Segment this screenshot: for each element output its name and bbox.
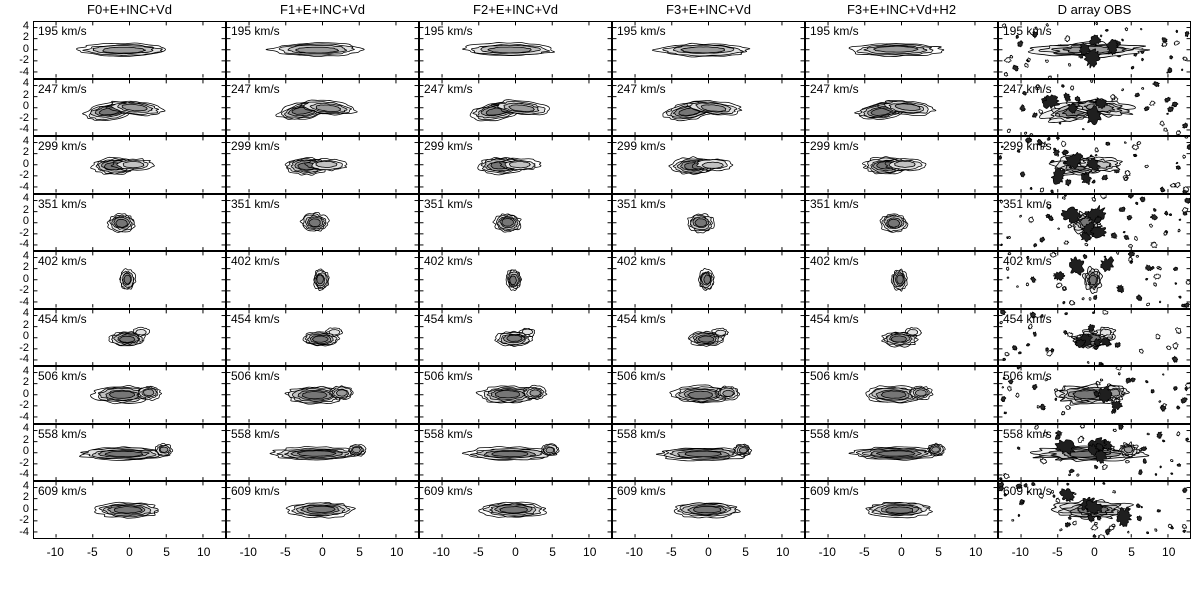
velocity-label: 299 km/s bbox=[424, 139, 473, 153]
channel-map-panel bbox=[33, 21, 226, 79]
contour-canvas bbox=[34, 22, 225, 78]
channel-map-panel bbox=[805, 251, 998, 309]
channel-map-panel bbox=[805, 481, 998, 539]
velocity-label: 402 km/s bbox=[231, 254, 280, 268]
velocity-label: 506 km/s bbox=[231, 369, 280, 383]
x-tick-label: -10 bbox=[432, 544, 450, 559]
contour-canvas bbox=[34, 425, 225, 481]
x-tick-label: 5 bbox=[356, 544, 363, 559]
contour-canvas bbox=[999, 195, 1190, 251]
contour-canvas bbox=[227, 310, 418, 366]
channel-map-panel bbox=[805, 194, 998, 252]
contour-canvas bbox=[806, 80, 997, 136]
velocity-label: 454 km/s bbox=[38, 311, 87, 326]
velocity-label: 558 km/s bbox=[617, 426, 666, 441]
x-tick-label: -5 bbox=[87, 544, 98, 559]
contour-canvas bbox=[999, 252, 1190, 308]
velocity-label: 299 km/s bbox=[38, 139, 87, 153]
contour-canvas bbox=[999, 80, 1190, 136]
contour-canvas bbox=[999, 137, 1190, 193]
x-tick-label: -5 bbox=[859, 544, 870, 559]
contour-canvas bbox=[613, 425, 804, 481]
channel-map-panel bbox=[419, 194, 612, 252]
channel-map-panel bbox=[33, 194, 226, 252]
velocity-label: 402 km/s bbox=[1003, 254, 1052, 268]
y-tick-label: -4 bbox=[19, 353, 29, 366]
x-tick-label: 0 bbox=[705, 544, 712, 559]
velocity-label: 558 km/s bbox=[1003, 426, 1052, 441]
x-tick-label: 0 bbox=[126, 544, 133, 559]
channel-map-panel bbox=[612, 194, 805, 252]
contour-canvas bbox=[420, 137, 611, 193]
y-tick-label: -4 bbox=[19, 468, 29, 481]
contour-canvas bbox=[420, 22, 611, 78]
y-tick-label: -2 bbox=[19, 514, 29, 527]
contour-canvas bbox=[613, 195, 804, 251]
channel-map-panel bbox=[419, 424, 612, 482]
y-tick-label: 0 bbox=[22, 42, 29, 55]
x-tick-label: 10 bbox=[969, 544, 983, 559]
contour-canvas bbox=[34, 367, 225, 423]
x-tick-label: -10 bbox=[625, 544, 643, 559]
y-tick-label: 2 bbox=[22, 31, 29, 44]
velocity-label: 247 km/s bbox=[810, 81, 859, 96]
velocity-label: 454 km/s bbox=[424, 311, 473, 326]
contour-canvas bbox=[420, 367, 611, 423]
velocity-label: 609 km/s bbox=[38, 484, 87, 498]
y-tick-label: -4 bbox=[19, 238, 29, 251]
channel-map-panel bbox=[998, 366, 1191, 424]
y-tick-label: 0 bbox=[22, 215, 29, 228]
column-title-1: F1+E+INC+Vd bbox=[280, 2, 365, 17]
velocity-label: 558 km/s bbox=[810, 426, 859, 441]
velocity-label: 609 km/s bbox=[810, 484, 859, 498]
contour-canvas bbox=[999, 425, 1190, 481]
x-tick-label: 10 bbox=[390, 544, 404, 559]
y-tick-label: -2 bbox=[19, 341, 29, 354]
velocity-label: 402 km/s bbox=[38, 254, 87, 268]
velocity-label: 402 km/s bbox=[810, 254, 859, 268]
contour-canvas bbox=[227, 22, 418, 78]
channel-map-panel bbox=[805, 424, 998, 482]
velocity-label: 195 km/s bbox=[424, 24, 473, 38]
x-tick-label: -10 bbox=[239, 544, 257, 559]
channel-map-panel bbox=[998, 194, 1191, 252]
velocity-label: 195 km/s bbox=[1003, 24, 1052, 38]
channel-map-panel bbox=[998, 136, 1191, 194]
contour-canvas bbox=[227, 367, 418, 423]
channel-map-panel bbox=[419, 79, 612, 137]
velocity-label: 299 km/s bbox=[810, 139, 859, 153]
y-tick-label: -2 bbox=[19, 54, 29, 67]
x-tick-label: 5 bbox=[549, 544, 556, 559]
channel-map-panel bbox=[612, 79, 805, 137]
y-tick-label: 4 bbox=[22, 364, 29, 377]
velocity-label: 454 km/s bbox=[1003, 311, 1052, 326]
channel-map-panel bbox=[612, 309, 805, 367]
contour-canvas bbox=[227, 252, 418, 308]
contour-canvas bbox=[806, 425, 997, 481]
y-tick-label: -2 bbox=[19, 111, 29, 124]
velocity-label: 609 km/s bbox=[231, 484, 280, 498]
channel-map-panel bbox=[226, 79, 419, 137]
y-tick-label: -2 bbox=[19, 284, 29, 297]
x-tick-label: 0 bbox=[1091, 544, 1098, 559]
y-tick-label: 4 bbox=[22, 134, 29, 147]
x-tick-label: 5 bbox=[1128, 544, 1135, 559]
channel-map-panel bbox=[998, 21, 1191, 79]
velocity-label: 609 km/s bbox=[424, 484, 473, 498]
velocity-label: 351 km/s bbox=[38, 196, 87, 211]
y-tick-label: 0 bbox=[22, 100, 29, 113]
channel-map-panel bbox=[419, 251, 612, 309]
contour-canvas bbox=[999, 367, 1190, 423]
channel-map-panel bbox=[612, 136, 805, 194]
y-tick-label: 2 bbox=[22, 146, 29, 159]
y-tick-label: 0 bbox=[22, 157, 29, 170]
y-tick-label: -4 bbox=[19, 295, 29, 308]
x-tick-label: -5 bbox=[280, 544, 291, 559]
velocity-label: 402 km/s bbox=[424, 254, 473, 268]
velocity-label: 558 km/s bbox=[424, 426, 473, 441]
column-title-5: D array OBS bbox=[1057, 2, 1132, 17]
contour-canvas bbox=[34, 195, 225, 251]
channel-map-panel bbox=[612, 366, 805, 424]
y-tick-label: -2 bbox=[19, 169, 29, 182]
velocity-label: 506 km/s bbox=[810, 369, 859, 383]
x-tick-label: -10 bbox=[1011, 544, 1029, 559]
y-tick-label: 0 bbox=[22, 502, 29, 515]
channel-map-panel bbox=[226, 194, 419, 252]
channel-map-panel bbox=[419, 366, 612, 424]
velocity-label: 506 km/s bbox=[38, 369, 87, 383]
channel-map-panel bbox=[998, 251, 1191, 309]
x-tick-label: 0 bbox=[319, 544, 326, 559]
velocity-label: 454 km/s bbox=[810, 311, 859, 326]
x-tick-label: -5 bbox=[1052, 544, 1063, 559]
x-tick-label: 10 bbox=[583, 544, 597, 559]
y-tick-label: 2 bbox=[22, 491, 29, 504]
y-tick-label: 4 bbox=[22, 249, 29, 262]
velocity-label: 558 km/s bbox=[38, 426, 87, 441]
channel-map-panel bbox=[33, 309, 226, 367]
velocity-label: 609 km/s bbox=[1003, 484, 1052, 498]
channel-map-panel bbox=[226, 481, 419, 539]
contour-canvas bbox=[34, 482, 225, 538]
velocity-label: 351 km/s bbox=[424, 196, 473, 211]
channel-map-panel bbox=[998, 79, 1191, 137]
velocity-label: 195 km/s bbox=[617, 24, 666, 38]
column-title-0: F0+E+INC+Vd bbox=[87, 2, 172, 17]
channel-map-panel bbox=[33, 424, 226, 482]
x-tick-label: -5 bbox=[666, 544, 677, 559]
contour-canvas bbox=[613, 80, 804, 136]
channel-map-panel bbox=[419, 309, 612, 367]
channel-map-panel bbox=[226, 366, 419, 424]
contour-canvas bbox=[34, 252, 225, 308]
channel-map-panel bbox=[226, 424, 419, 482]
column-title-3: F3+E+INC+Vd bbox=[666, 2, 751, 17]
contour-canvas bbox=[420, 310, 611, 366]
contour-canvas bbox=[420, 482, 611, 538]
channel-map-panel bbox=[612, 21, 805, 79]
velocity-label: 247 km/s bbox=[1003, 81, 1052, 96]
channel-map-panel bbox=[33, 481, 226, 539]
column-title-2: F2+E+INC+Vd bbox=[473, 2, 558, 17]
y-tick-label: 2 bbox=[22, 433, 29, 446]
velocity-label: 195 km/s bbox=[231, 24, 280, 38]
contour-canvas bbox=[806, 367, 997, 423]
channel-map-panel bbox=[33, 366, 226, 424]
channel-map-panel bbox=[33, 79, 226, 137]
x-tick-label: -10 bbox=[46, 544, 64, 559]
x-tick-label: 5 bbox=[163, 544, 170, 559]
velocity-label: 247 km/s bbox=[617, 81, 666, 96]
channel-map-panel bbox=[805, 309, 998, 367]
channel-map-panel bbox=[226, 251, 419, 309]
y-tick-label: -4 bbox=[19, 180, 29, 193]
channel-map-panel bbox=[805, 366, 998, 424]
x-tick-label: 10 bbox=[1162, 544, 1176, 559]
contour-canvas bbox=[613, 137, 804, 193]
channel-map-panel bbox=[805, 136, 998, 194]
y-tick-label: 4 bbox=[22, 422, 29, 435]
contour-canvas bbox=[613, 482, 804, 538]
contour-canvas bbox=[806, 137, 997, 193]
x-tick-label: 0 bbox=[512, 544, 519, 559]
contour-canvas bbox=[613, 22, 804, 78]
contour-canvas bbox=[34, 137, 225, 193]
velocity-label: 506 km/s bbox=[424, 369, 473, 383]
contour-canvas bbox=[806, 195, 997, 251]
channel-map-panel bbox=[612, 481, 805, 539]
velocity-label: 506 km/s bbox=[617, 369, 666, 383]
y-tick-label: -2 bbox=[19, 226, 29, 239]
y-tick-label: 4 bbox=[22, 307, 29, 320]
contour-canvas bbox=[227, 482, 418, 538]
channel-map-panel bbox=[998, 424, 1191, 482]
channel-map-panel bbox=[612, 424, 805, 482]
x-tick-label: 0 bbox=[898, 544, 905, 559]
y-tick-label: 0 bbox=[22, 445, 29, 458]
y-tick-label: 4 bbox=[22, 77, 29, 90]
channel-map-panel bbox=[226, 309, 419, 367]
y-tick-label: -4 bbox=[19, 410, 29, 423]
velocity-label: 299 km/s bbox=[1003, 139, 1052, 153]
y-tick-label: -2 bbox=[19, 456, 29, 469]
contour-canvas bbox=[34, 80, 225, 136]
contour-canvas bbox=[806, 252, 997, 308]
y-tick-label: 2 bbox=[22, 376, 29, 389]
velocity-label: 247 km/s bbox=[231, 81, 280, 96]
x-tick-label: 10 bbox=[776, 544, 790, 559]
contour-canvas bbox=[227, 425, 418, 481]
y-tick-label: -4 bbox=[19, 525, 29, 538]
channel-map-panel bbox=[805, 21, 998, 79]
y-tick-label: 4 bbox=[22, 479, 29, 492]
y-tick-label: 4 bbox=[22, 19, 29, 32]
channel-map-panel bbox=[998, 309, 1191, 367]
velocity-label: 299 km/s bbox=[231, 139, 280, 153]
channel-map-panel bbox=[33, 136, 226, 194]
x-tick-label: -10 bbox=[818, 544, 836, 559]
x-tick-label: 5 bbox=[742, 544, 749, 559]
channel-map-panel bbox=[33, 251, 226, 309]
velocity-label: 195 km/s bbox=[38, 24, 87, 38]
channel-map-panel bbox=[998, 481, 1191, 539]
channel-map-panel bbox=[419, 21, 612, 79]
velocity-label: 506 km/s bbox=[1003, 369, 1052, 383]
channel-map-panel bbox=[612, 251, 805, 309]
y-tick-label: 4 bbox=[22, 192, 29, 205]
channel-map-panel bbox=[419, 481, 612, 539]
contour-canvas bbox=[613, 367, 804, 423]
y-tick-label: 0 bbox=[22, 387, 29, 400]
contour-canvas bbox=[806, 310, 997, 366]
contour-canvas bbox=[420, 195, 611, 251]
y-tick-label: 2 bbox=[22, 261, 29, 274]
contour-canvas bbox=[806, 22, 997, 78]
velocity-label: 454 km/s bbox=[231, 311, 280, 326]
contour-canvas bbox=[227, 195, 418, 251]
column-title-4: F3+E+INC+Vd+H2 bbox=[846, 2, 957, 17]
x-tick-label: 10 bbox=[197, 544, 211, 559]
velocity-label: 609 km/s bbox=[617, 484, 666, 498]
velocity-label: 351 km/s bbox=[617, 196, 666, 211]
contour-canvas bbox=[227, 137, 418, 193]
contour-canvas bbox=[420, 80, 611, 136]
channel-map-panel bbox=[226, 21, 419, 79]
contour-canvas bbox=[999, 22, 1190, 78]
contour-canvas bbox=[613, 252, 804, 308]
x-tick-label: -5 bbox=[473, 544, 484, 559]
velocity-label: 558 km/s bbox=[231, 426, 280, 441]
contour-canvas bbox=[34, 310, 225, 366]
y-tick-label: 2 bbox=[22, 318, 29, 331]
contour-canvas bbox=[420, 425, 611, 481]
y-tick-label: 2 bbox=[22, 88, 29, 101]
contour-canvas bbox=[806, 482, 997, 538]
y-tick-label: -4 bbox=[19, 123, 29, 136]
velocity-label: 247 km/s bbox=[38, 81, 87, 96]
velocity-label: 454 km/s bbox=[617, 311, 666, 326]
y-tick-label: 0 bbox=[22, 330, 29, 343]
velocity-label: 351 km/s bbox=[1003, 196, 1052, 211]
y-tick-label: 0 bbox=[22, 272, 29, 285]
y-tick-label: -4 bbox=[19, 65, 29, 78]
velocity-label: 247 km/s bbox=[424, 81, 473, 96]
channel-map-panel bbox=[419, 136, 612, 194]
velocity-label: 195 km/s bbox=[810, 24, 859, 38]
contour-canvas bbox=[999, 310, 1190, 366]
channel-map-panel bbox=[805, 79, 998, 137]
contour-canvas bbox=[227, 80, 418, 136]
velocity-label: 402 km/s bbox=[617, 254, 666, 268]
contour-canvas bbox=[613, 310, 804, 366]
channel-map-panel bbox=[226, 136, 419, 194]
contour-canvas bbox=[999, 482, 1190, 538]
velocity-label: 351 km/s bbox=[810, 196, 859, 211]
x-tick-label: 5 bbox=[935, 544, 942, 559]
y-tick-label: -2 bbox=[19, 399, 29, 412]
velocity-label: 351 km/s bbox=[231, 196, 280, 211]
y-tick-label: 2 bbox=[22, 203, 29, 216]
velocity-label: 299 km/s bbox=[617, 139, 666, 153]
contour-canvas bbox=[420, 252, 611, 308]
